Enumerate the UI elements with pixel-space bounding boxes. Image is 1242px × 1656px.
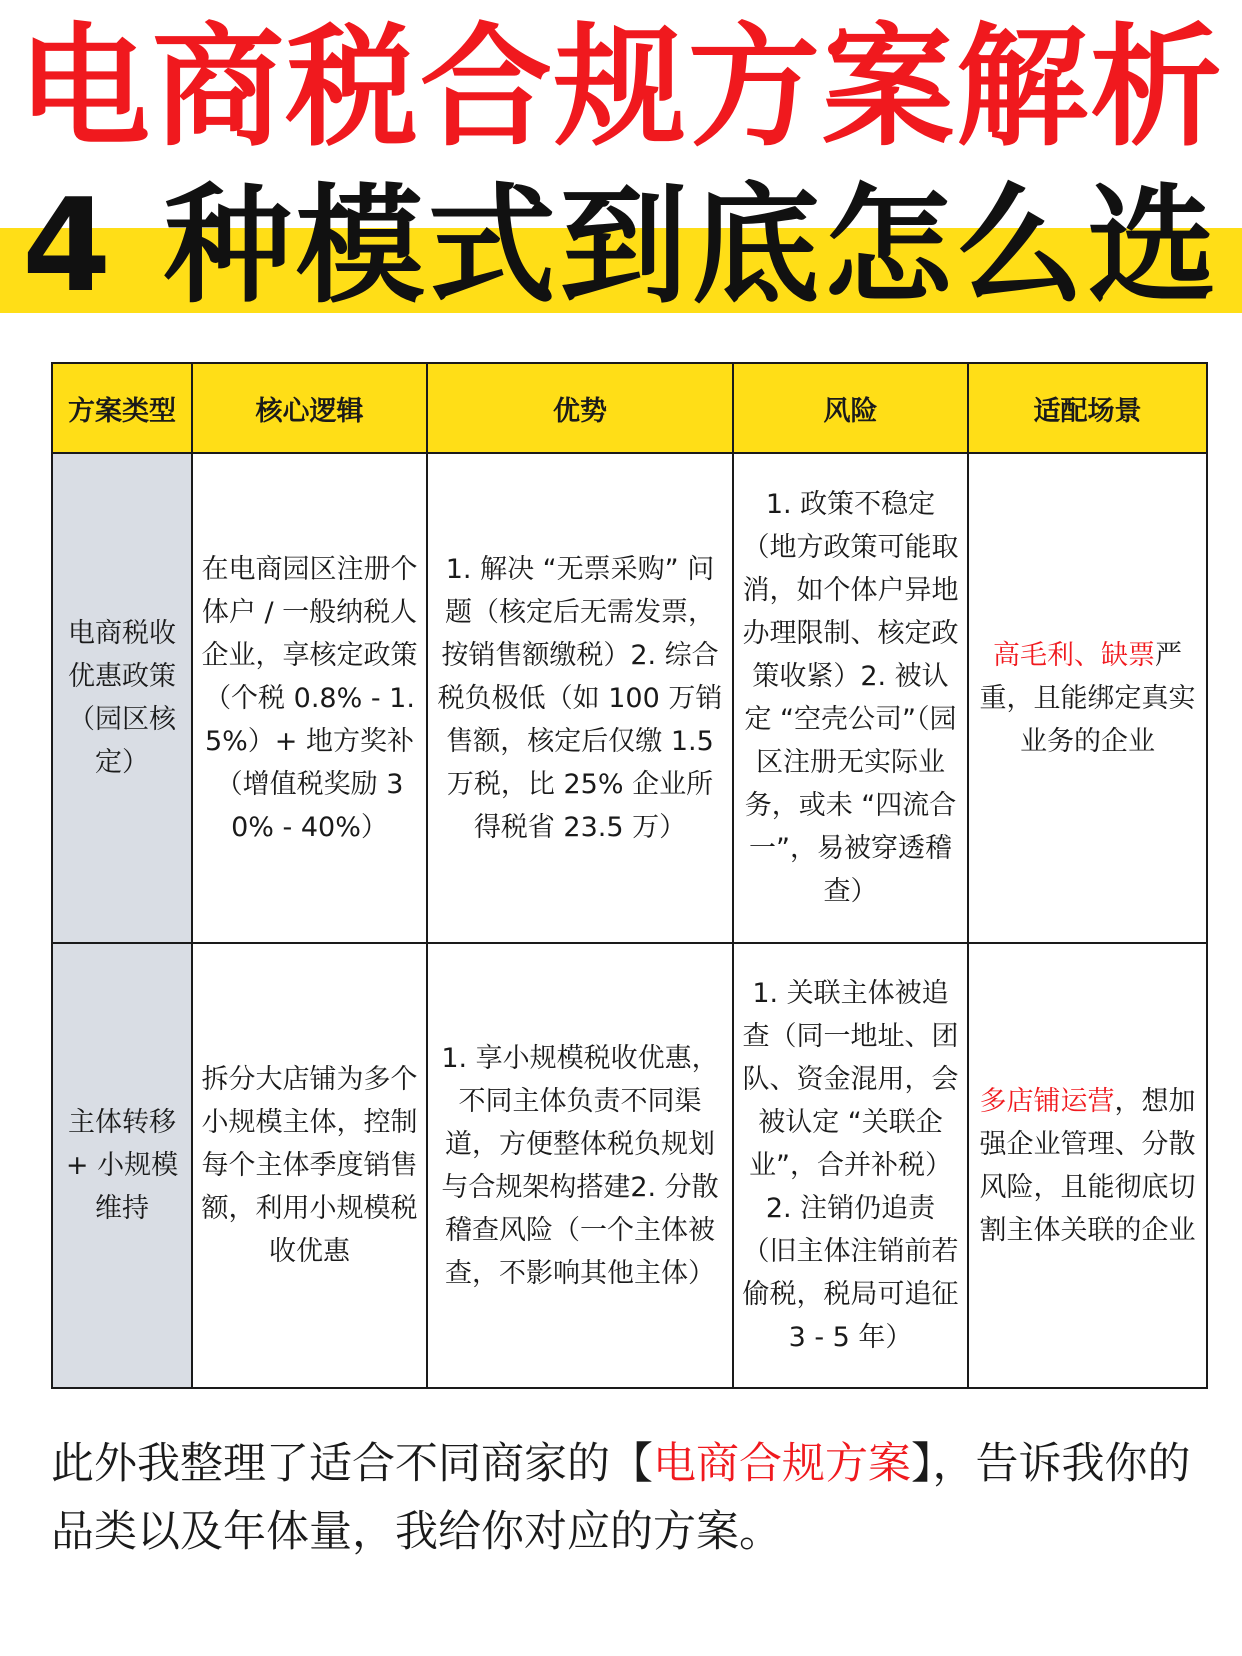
risk-cell: 1. 关联主体被追查（同一地址、团队、资金混用，会被认定 “关联企业”，合并补税）2. 注销仍追责（旧主体注销前若偷税，税局可追征 3 - 5 年） <box>733 943 968 1388</box>
scene-cell <box>968 453 1207 943</box>
page-subtitle: 4 种模式到底怎么选 <box>22 172 1220 321</box>
column-header-logic: 核心逻辑 <box>192 363 427 453</box>
column-header-type: 方案类型 <box>52 363 192 453</box>
core-logic-cell: 在电商园区注册个体户 / 一般纳税人企业，享核定政策（个税 0.8% - 1.5%）+ 地方奖补（增值税奖励 30% - 40%） <box>192 453 427 943</box>
scene-text: 严重，且能绑定真实业务的企业 <box>979 639 1196 757</box>
footer-text-after: 】，告诉我你的品类以及年体量，我给你对应的方案。 <box>51 1439 1191 1557</box>
scene-highlight: 多店铺运营 <box>979 1085 1115 1117</box>
advantage-cell: 1. 享小规模税收优惠，不同主体负责不同渠道，方便整体税负规划与合规架构搭建2. 分散稽查风险（一个主体被查，不影响其他主体） <box>427 943 733 1388</box>
table-row <box>52 453 1207 943</box>
footer-note <box>51 1430 1211 1566</box>
column-header-scene: 适配场景 <box>968 363 1207 453</box>
footer-text-before: 此外我整理了适合不同商家的【 <box>51 1439 653 1489</box>
table-header-row <box>52 363 1207 453</box>
footer-highlight: 电商合规方案 <box>653 1439 911 1489</box>
table-row <box>52 943 1207 1388</box>
comparison-table <box>51 362 1208 1389</box>
scene-cell <box>968 943 1207 1388</box>
scene-text: ，想加强企业管理、分散风险，且能彻底切割主体关联的企业 <box>979 1085 1196 1246</box>
advantage-cell: 1. 解决 “无票采购” 问题（核定后无需发票，按销售额缴税）2. 综合税负极低（如 100 万销售额，核定后仅缴 1.5 万税，比 25% 企业所得税省 23.5 万） <box>427 453 733 943</box>
risk-cell: 1. 政策不稳定（地方政策可能取消，如个体户异地办理限制、核定政策收紧）2. 被认定 “空壳公司”（园区注册无实际业务，或未 “四流合一”，易被穿透稽查） <box>733 453 968 943</box>
plan-type-cell: 主体转移 + 小规模维持 <box>52 943 192 1388</box>
core-logic-cell: 拆分大店铺为多个小规模主体，控制每个主体季度销售额，利用小规模税收优惠 <box>192 943 427 1388</box>
scene-highlight: 高毛利、缺票 <box>993 639 1155 671</box>
comparison-table-container <box>51 362 1206 1387</box>
page-title: 电商税合规方案解析 <box>18 11 1224 165</box>
plan-type-cell: 电商税收优惠政策（园区核定） <box>52 453 192 943</box>
column-header-advantage: 优势 <box>427 363 733 453</box>
column-header-risk: 风险 <box>733 363 968 453</box>
subtitle-band <box>0 172 1242 321</box>
